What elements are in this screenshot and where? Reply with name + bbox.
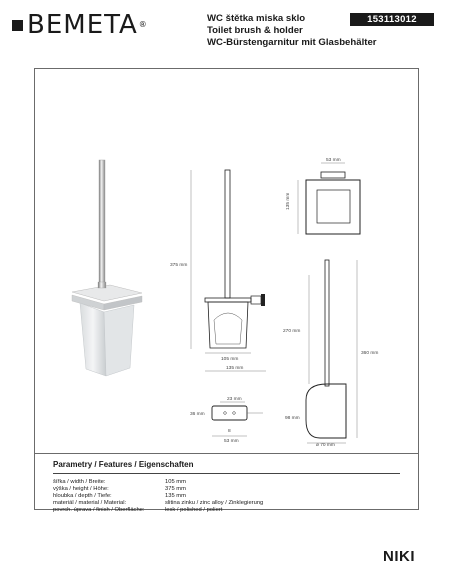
wall-plate-top <box>321 172 345 178</box>
parameters-panel <box>34 454 419 514</box>
product-code-badge: 153113012 <box>350 13 434 26</box>
param-label: materiál / material / Material: <box>53 500 127 507</box>
side-handle <box>325 260 329 386</box>
frame-inner <box>317 190 350 223</box>
registered-mark: ® <box>138 20 148 29</box>
plate-hole-right-icon <box>233 412 236 415</box>
dim-front-depth: 135 mm <box>226 366 244 371</box>
front-bracket <box>205 298 251 302</box>
side-brush-head <box>306 384 346 438</box>
param-label: povrch. úprava / finish / Oberfläche: <box>53 507 145 514</box>
title-de: WC-Bürstengarnitur mit Glasbehälter <box>207 37 377 49</box>
param-label: hloubka / depth / Tiefe: <box>53 493 112 500</box>
parameters-title: Parametry / Features / Eigenschaften <box>53 460 194 469</box>
plate-hole-left-icon <box>224 412 227 415</box>
brand-name-text: BEMETA <box>27 10 138 40</box>
front-mount <box>251 296 261 304</box>
dim-plate-width: 23 mm <box>227 397 242 402</box>
param-value: 105 mm <box>165 479 186 485</box>
dim-front-width: 105 mm <box>221 357 239 362</box>
glass-front <box>80 303 106 376</box>
side-view-drawing <box>283 260 378 448</box>
dim-plate-small: 8 <box>228 429 231 434</box>
param-row-width <box>53 479 263 486</box>
front-wall-plate <box>261 294 265 306</box>
title-cz: WC štětka miska sklo <box>207 13 306 24</box>
dim-plate-bottom: 53 mm <box>224 439 239 444</box>
dim-side-head: 98 mm <box>285 416 300 421</box>
dim-front-height: 375 mm <box>170 263 188 268</box>
param-row-depth <box>53 493 263 500</box>
dim-side-brush: 270 mm <box>283 329 301 334</box>
front-view-drawing <box>170 170 266 371</box>
parameters-divider <box>53 473 400 474</box>
dim-side-total: 360 mm <box>361 351 379 356</box>
front-glass <box>208 302 248 348</box>
front-brush-head <box>214 313 242 344</box>
plate-outline <box>212 406 247 420</box>
handle-collar <box>98 282 106 288</box>
param-value: 135 mm <box>165 493 186 500</box>
wall-plate-drawing <box>190 396 263 444</box>
top-view-drawing <box>285 157 360 234</box>
series-name: NIKI <box>383 548 415 565</box>
param-value: 375 mm <box>165 486 186 493</box>
param-value: slitina zinku / zinc alloy / Zinklegierung <box>165 500 264 507</box>
frame-outer <box>306 180 360 234</box>
parameters-list <box>53 479 263 514</box>
front-handle <box>225 170 230 298</box>
param-row-finish <box>53 507 263 514</box>
title-en: Toilet brush & holder <box>207 25 303 37</box>
brush-handle <box>99 160 105 290</box>
param-label: šířka / width / Breite: <box>53 479 106 485</box>
dim-top-height: 135 mm <box>286 192 291 210</box>
param-row-material <box>53 500 263 507</box>
product-photo <box>72 160 142 376</box>
param-value: lesk / polished / poliert <box>165 507 223 514</box>
param-row-height <box>53 486 263 493</box>
dim-plate-left: 36 mm <box>190 412 205 417</box>
glass-side <box>104 305 134 376</box>
dim-side-diameter: ø 70 mm <box>316 443 335 448</box>
param-label: výška / height / Höhe: <box>53 486 109 493</box>
dim-top-width: 53 mm <box>326 158 341 163</box>
